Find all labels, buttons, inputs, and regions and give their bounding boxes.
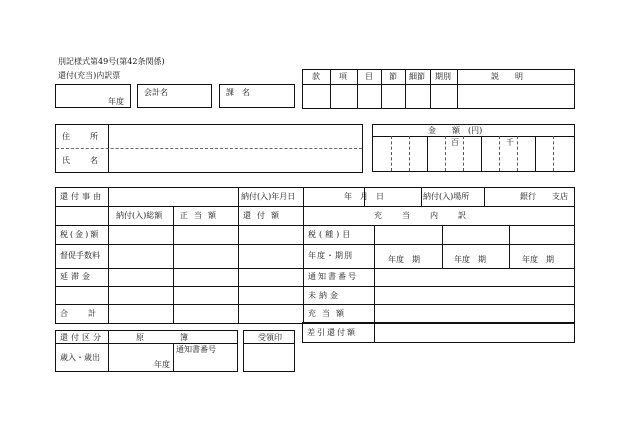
period-cell[interactable]: 年度 期 <box>454 255 486 264</box>
col-line <box>303 188 304 323</box>
main-table <box>55 187 575 324</box>
net-refund-label: 差引還付額 <box>307 328 357 337</box>
net-refund-row <box>302 322 575 343</box>
tax-item-label: 税(種)目 <box>308 230 354 239</box>
account-name-label: 会計名 <box>144 88 168 97</box>
amount-header-line <box>373 136 574 137</box>
account-name-box[interactable] <box>137 84 212 108</box>
refund-reason-field[interactable] <box>110 190 236 204</box>
col-line <box>173 206 174 323</box>
amount-digit-line <box>481 136 482 171</box>
breakdown-header-line <box>303 84 574 85</box>
amount-digit-line <box>499 136 500 171</box>
address-field[interactable] <box>110 127 360 147</box>
year-period-label: 年度・期別 <box>308 251 353 260</box>
amount-digit-line <box>427 136 428 171</box>
col-line <box>374 225 375 323</box>
fiscal-year-box[interactable] <box>55 84 131 108</box>
correct-amount-header: 正当額 <box>180 211 222 220</box>
col-kibetsu: 期別 <box>435 72 451 81</box>
person-dashed-divider <box>56 148 362 149</box>
total-label: 合 計 <box>60 309 102 318</box>
address-label: 住 所 <box>62 132 104 141</box>
amount-digit-line <box>445 136 446 171</box>
receipt-stamp-label: 受領印 <box>258 333 282 342</box>
breakdown-col-divider <box>330 70 331 108</box>
amount-digit-line <box>409 136 410 171</box>
ledger-year-suffix: 年度 <box>154 360 170 369</box>
col-saisetsu: 細節 <box>409 72 425 81</box>
thousand-mark: 千 <box>506 138 514 147</box>
revenue-expenditure-field[interactable]: 歳入・歳出 <box>60 353 100 362</box>
fiscal-year-suffix: 年度 <box>108 97 124 106</box>
category-divider <box>173 343 174 371</box>
total-paid-header: 納付(入)総額 <box>116 211 163 220</box>
breakdown-col-divider <box>430 70 431 108</box>
row-line <box>56 244 574 245</box>
amount-box[interactable] <box>372 124 575 172</box>
breakdown-col-divider <box>357 70 358 108</box>
name-label: 氏 名 <box>62 156 104 165</box>
amount-digit-line <box>391 136 392 171</box>
col-moku: 目 <box>365 72 373 81</box>
row-line <box>56 304 574 305</box>
col-line <box>484 188 485 206</box>
period-cell[interactable]: 年度 期 <box>522 255 554 264</box>
col-line <box>108 188 109 323</box>
ledger-notice-number: 通知書番号 <box>176 345 216 354</box>
section-name-label: 課 名 <box>226 88 250 97</box>
appropriation-breakdown-header: 充 当 内 訳 <box>374 211 472 220</box>
col-line <box>421 188 422 206</box>
row-line <box>56 206 574 207</box>
col-description: 説 明 <box>491 72 523 81</box>
unpaid-amount-label: 未納金 <box>308 291 341 300</box>
payment-date-label: 納付(入)年月日 <box>241 192 296 201</box>
breakdown-col-divider <box>457 70 458 108</box>
receipt-stamp-box[interactable] <box>243 330 295 372</box>
name-field[interactable] <box>110 150 360 170</box>
breakdown-table <box>302 69 575 109</box>
col-line <box>509 225 510 268</box>
period-cell[interactable]: 年度 期 <box>388 255 420 264</box>
notice-number-label: 通知書番号 <box>308 272 358 281</box>
row-line <box>56 286 574 287</box>
appropriation-label: 充当額 <box>308 309 350 318</box>
ledger-label: 原 簿 <box>136 333 202 342</box>
refund-reason-label: 還付事由 <box>60 192 104 201</box>
net-refund-divider <box>374 323 375 342</box>
amount-digit-line <box>517 136 518 171</box>
section-name-box[interactable] <box>219 84 295 108</box>
stamp-header-line <box>244 343 294 344</box>
refund-amount-header: 還付額 <box>243 211 285 220</box>
category-header-line <box>56 343 237 344</box>
payment-place-label: 納付(入)場所 <box>423 192 470 201</box>
breakdown-col-divider <box>381 70 382 108</box>
amount-digit-line <box>535 136 536 171</box>
form-number: 別記様式第49号(第42条関係) <box>58 57 165 66</box>
refund-category-label: 還付区分 <box>60 333 104 342</box>
person-box <box>55 124 363 173</box>
col-line <box>238 188 239 323</box>
late-fee-label: 延滞金 <box>60 272 93 281</box>
col-line <box>442 225 443 268</box>
col-kan: 款 <box>312 72 320 81</box>
tax-amount-label: 税(金)額 <box>60 230 101 239</box>
row-line <box>56 225 574 226</box>
col-kou: 項 <box>339 72 347 81</box>
amount-digit-line <box>463 136 464 171</box>
breakdown-col-divider <box>405 70 406 108</box>
amount-title: 金 額 (円) <box>428 126 483 135</box>
amount-digit-line <box>553 136 554 171</box>
form-title: 還付(充当)内訳票 <box>58 71 121 80</box>
payment-date-field[interactable]: 年 月 日 <box>344 192 384 201</box>
row-line <box>56 268 574 269</box>
category-divider <box>108 331 109 371</box>
net-refund-field[interactable] <box>377 325 572 340</box>
reminder-fee-label: 督促手数料 <box>60 251 100 260</box>
bank-branch-field[interactable]: 銀行 支店 <box>520 192 568 201</box>
col-setsu: 節 <box>389 72 397 81</box>
hundred-mark: 百 <box>451 138 459 147</box>
refund-category-box <box>55 330 238 372</box>
